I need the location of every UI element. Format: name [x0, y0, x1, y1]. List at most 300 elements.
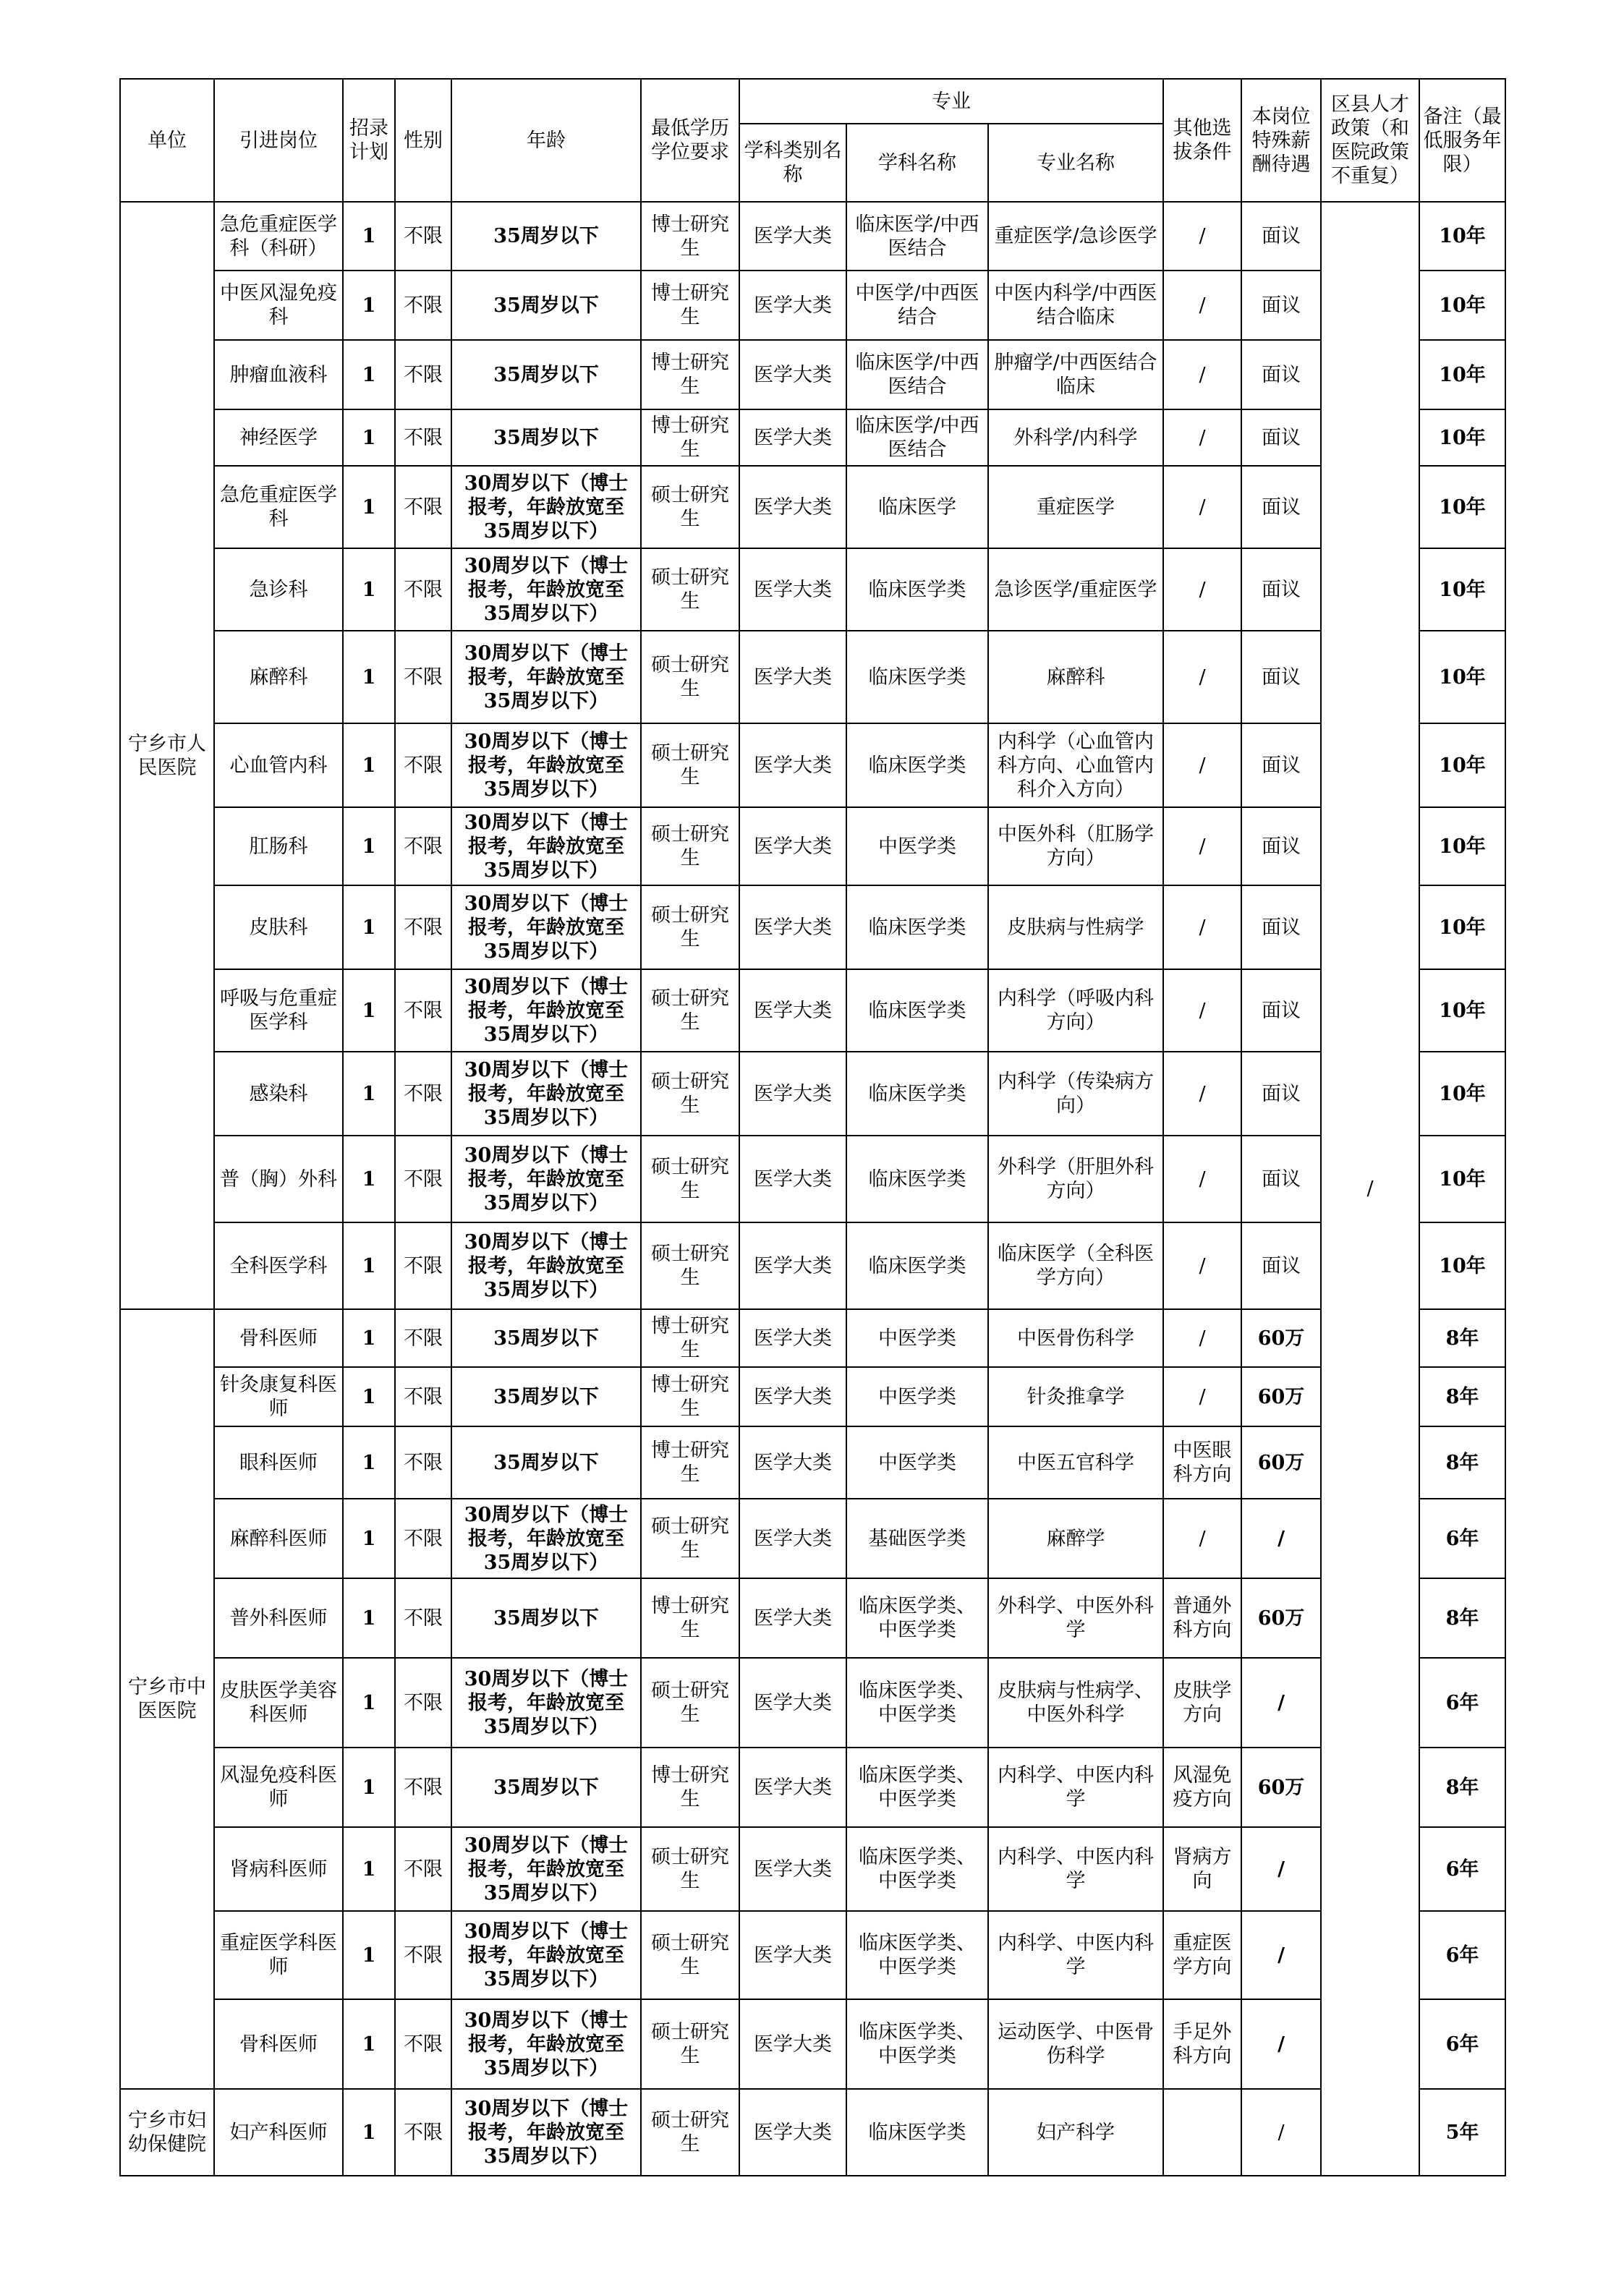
major-cell: 麻醉学	[988, 1499, 1163, 1578]
table-row	[120, 2089, 1505, 2176]
salary-cell: 面议	[1241, 202, 1321, 271]
salary-cell: 面议	[1241, 885, 1321, 969]
degree-cell: 硕士研究生	[641, 1136, 739, 1222]
major-cell: 急诊医学/重症医学	[988, 548, 1163, 631]
remark-cell: 6年	[1419, 1999, 1505, 2089]
age-cell: 30周岁以下（博士报考，年龄放宽至35周岁以下）	[451, 1827, 641, 1911]
other-cell: /	[1163, 1136, 1241, 1222]
subject-class-cell: 医学大类	[739, 807, 846, 885]
remark-cell: 10年	[1419, 723, 1505, 807]
subject-class-cell: 医学大类	[739, 1052, 846, 1136]
table-row	[120, 548, 1505, 631]
degree-cell: 硕士研究生	[641, 1827, 739, 1911]
plan-cell: 1	[343, 723, 395, 807]
recruitment-table	[119, 78, 1506, 2176]
other-cell: /	[1163, 466, 1241, 548]
other-cell: /	[1163, 631, 1241, 723]
age-cell: 35周岁以下	[451, 1426, 641, 1499]
gender-cell: 不限	[395, 1578, 451, 1658]
other-cell: /	[1163, 340, 1241, 409]
other-cell: /	[1163, 1052, 1241, 1136]
subject-class-cell: 医学大类	[739, 1136, 846, 1222]
table-row	[120, 1309, 1505, 1367]
salary-cell: 60万	[1241, 1426, 1321, 1499]
position-cell: 皮肤科	[214, 885, 343, 969]
subject-name-cell: 临床医学类、中医学类	[846, 1999, 988, 2089]
major-cell: 针灸推拿学	[988, 1367, 1163, 1426]
remark-cell: 10年	[1419, 202, 1505, 271]
age-cell: 30周岁以下（博士报考，年龄放宽至35周岁以下）	[451, 1222, 641, 1309]
plan-cell: 1	[343, 1499, 395, 1578]
other-cell: 风湿免疫方向	[1163, 1748, 1241, 1827]
header-subject-class: 学科类别名称	[739, 124, 846, 202]
subject-name-cell: 基础医学类	[846, 1499, 988, 1578]
remark-cell: 8年	[1419, 1367, 1505, 1426]
degree-cell: 博士研究生	[641, 1578, 739, 1658]
remark-cell: 10年	[1419, 271, 1505, 340]
gender-cell: 不限	[395, 1748, 451, 1827]
header-subject-name: 学科名称	[846, 124, 988, 202]
policy-cell: /	[1321, 202, 1419, 2176]
gender-cell: 不限	[395, 1499, 451, 1578]
plan-cell: 1	[343, 1658, 395, 1748]
salary-cell: 面议	[1241, 409, 1321, 466]
header-degree: 最低学历学位要求	[641, 79, 739, 202]
degree-cell: 博士研究生	[641, 202, 739, 271]
age-cell: 35周岁以下	[451, 1578, 641, 1658]
major-cell: 中医五官科学	[988, 1426, 1163, 1499]
gender-cell: 不限	[395, 1136, 451, 1222]
plan-cell: 1	[343, 202, 395, 271]
subject-name-cell: 临床医学类、中医学类	[846, 1578, 988, 1658]
position-cell: 呼吸与危重症医学科	[214, 969, 343, 1052]
subject-class-cell: 医学大类	[739, 1658, 846, 1748]
subject-name-cell: 临床医学类、中医学类	[846, 1658, 988, 1748]
plan-cell: 1	[343, 807, 395, 885]
subject-class-cell: 医学大类	[739, 1426, 846, 1499]
gender-cell: 不限	[395, 1658, 451, 1748]
salary-cell: 面议	[1241, 340, 1321, 409]
remark-cell: 10年	[1419, 466, 1505, 548]
subject-name-cell: 临床医学类	[846, 723, 988, 807]
age-cell: 35周岁以下	[451, 409, 641, 466]
position-cell: 普外科医师	[214, 1578, 343, 1658]
plan-cell: 1	[343, 271, 395, 340]
age-cell: 35周岁以下	[451, 202, 641, 271]
position-cell: 妇产科医师	[214, 2089, 343, 2176]
position-cell: 骨科医师	[214, 1309, 343, 1367]
gender-cell: 不限	[395, 1367, 451, 1426]
remark-cell: 10年	[1419, 548, 1505, 631]
subject-class-cell: 医学大类	[739, 969, 846, 1052]
plan-cell: 1	[343, 1222, 395, 1309]
subject-class-cell: 医学大类	[739, 409, 846, 466]
table-row	[120, 1136, 1505, 1222]
salary-cell: 面议	[1241, 631, 1321, 723]
position-cell: 风湿免疫科医师	[214, 1748, 343, 1827]
salary-cell: 面议	[1241, 271, 1321, 340]
major-cell: 妇产科学	[988, 2089, 1163, 2176]
header-gender: 性别	[395, 79, 451, 202]
degree-cell: 硕士研究生	[641, 1052, 739, 1136]
degree-cell: 硕士研究生	[641, 1658, 739, 1748]
major-cell: 临床医学（全科医学方向）	[988, 1222, 1163, 1309]
subject-name-cell: 临床医学类	[846, 1052, 988, 1136]
remark-cell: 10年	[1419, 340, 1505, 409]
unit-cell: 宁乡市妇幼保健院	[120, 2089, 214, 2176]
degree-cell: 硕士研究生	[641, 466, 739, 548]
other-cell: 普通外科方向	[1163, 1578, 1241, 1658]
degree-cell: 硕士研究生	[641, 1911, 739, 1999]
subject-class-cell: 医学大类	[739, 1748, 846, 1827]
header-major-name: 专业名称	[988, 124, 1163, 202]
salary-cell: 60万	[1241, 1748, 1321, 1827]
plan-cell: 1	[343, 1748, 395, 1827]
salary-cell: 面议	[1241, 807, 1321, 885]
gender-cell: 不限	[395, 1052, 451, 1136]
gender-cell: 不限	[395, 466, 451, 548]
header-position: 引进岗位	[214, 79, 343, 202]
age-cell: 30周岁以下（博士报考，年龄放宽至35周岁以下）	[451, 1658, 641, 1748]
remark-cell: 10年	[1419, 1222, 1505, 1309]
subject-name-cell: 临床医学类	[846, 548, 988, 631]
position-cell: 针灸康复科医师	[214, 1367, 343, 1426]
major-cell: 重症医学	[988, 466, 1163, 548]
major-cell: 外科学、中医外科学	[988, 1578, 1163, 1658]
gender-cell: 不限	[395, 1309, 451, 1367]
salary-cell: /	[1241, 2089, 1321, 2176]
remark-cell: 6年	[1419, 1827, 1505, 1911]
table-row	[120, 807, 1505, 885]
major-cell: 内科学、中医内科学	[988, 1748, 1163, 1827]
header-salary: 本岗位特殊薪酬待遇	[1241, 79, 1321, 202]
age-cell: 30周岁以下（博士报考，年龄放宽至35周岁以下）	[451, 1911, 641, 1999]
salary-cell: 面议	[1241, 466, 1321, 548]
other-cell: 手足外科方向	[1163, 1999, 1241, 2089]
subject-class-cell: 医学大类	[739, 1367, 846, 1426]
remark-cell: 10年	[1419, 1136, 1505, 1222]
gender-cell: 不限	[395, 723, 451, 807]
degree-cell: 硕士研究生	[641, 1999, 739, 2089]
position-cell: 肛肠科	[214, 807, 343, 885]
subject-class-cell: 医学大类	[739, 548, 846, 631]
remark-cell: 8年	[1419, 1426, 1505, 1499]
age-cell: 35周岁以下	[451, 271, 641, 340]
subject-class-cell: 医学大类	[739, 466, 846, 548]
salary-cell: 60万	[1241, 1309, 1321, 1367]
table-body	[120, 202, 1505, 2176]
major-cell: 皮肤病与性病学	[988, 885, 1163, 969]
degree-cell: 硕士研究生	[641, 2089, 739, 2176]
age-cell: 30周岁以下（博士报考，年龄放宽至35周岁以下）	[451, 466, 641, 548]
major-cell: 内科学、中医内科学	[988, 1827, 1163, 1911]
position-cell: 急诊科	[214, 548, 343, 631]
subject-class-cell: 医学大类	[739, 723, 846, 807]
table-row	[120, 1748, 1505, 1827]
degree-cell: 博士研究生	[641, 1748, 739, 1827]
table-row	[120, 202, 1505, 271]
salary-cell: /	[1241, 1658, 1321, 1748]
plan-cell: 1	[343, 1426, 395, 1499]
gender-cell: 不限	[395, 969, 451, 1052]
other-cell: /	[1163, 409, 1241, 466]
subject-name-cell: 临床医学类	[846, 2089, 988, 2176]
table-row	[120, 723, 1505, 807]
age-cell: 30周岁以下（博士报考，年龄放宽至35周岁以下）	[451, 885, 641, 969]
age-cell: 30周岁以下（博士报考，年龄放宽至35周岁以下）	[451, 1999, 641, 2089]
table-row	[120, 969, 1505, 1052]
remark-cell: 10年	[1419, 807, 1505, 885]
subject-name-cell: 中医学/中西医结合	[846, 271, 988, 340]
gender-cell: 不限	[395, 631, 451, 723]
table-row	[120, 1222, 1505, 1309]
remark-cell: 8年	[1419, 1748, 1505, 1827]
subject-name-cell: 临床医学/中西医结合	[846, 202, 988, 271]
major-cell: 重症医学/急诊医学	[988, 202, 1163, 271]
gender-cell: 不限	[395, 885, 451, 969]
remark-cell: 10年	[1419, 969, 1505, 1052]
other-cell: /	[1163, 271, 1241, 340]
unit-cell: 宁乡市中医医院	[120, 1309, 214, 2089]
table-row	[120, 1911, 1505, 1999]
gender-cell: 不限	[395, 548, 451, 631]
plan-cell: 1	[343, 1999, 395, 2089]
subject-class-cell: 医学大类	[739, 1222, 846, 1309]
table-row	[120, 409, 1505, 466]
other-cell: /	[1163, 202, 1241, 271]
subject-class-cell: 医学大类	[739, 1499, 846, 1578]
table-row	[120, 340, 1505, 409]
other-cell: /	[1163, 1367, 1241, 1426]
subject-name-cell: 中医学类	[846, 1426, 988, 1499]
salary-cell: 面议	[1241, 1052, 1321, 1136]
header-unit: 单位	[120, 79, 214, 202]
subject-name-cell: 临床医学类	[846, 1136, 988, 1222]
salary-cell: /	[1241, 1911, 1321, 1999]
salary-cell: /	[1241, 1499, 1321, 1578]
salary-cell: 面议	[1241, 548, 1321, 631]
plan-cell: 1	[343, 969, 395, 1052]
salary-cell: 面议	[1241, 723, 1321, 807]
age-cell: 30周岁以下（博士报考，年龄放宽至35周岁以下）	[451, 807, 641, 885]
degree-cell: 硕士研究生	[641, 969, 739, 1052]
age-cell: 30周岁以下（博士报考，年龄放宽至35周岁以下）	[451, 723, 641, 807]
subject-class-cell: 医学大类	[739, 631, 846, 723]
degree-cell: 硕士研究生	[641, 1222, 739, 1309]
subject-class-cell: 医学大类	[739, 202, 846, 271]
subject-name-cell: 临床医学/中西医结合	[846, 340, 988, 409]
gender-cell: 不限	[395, 1827, 451, 1911]
table-row	[120, 1367, 1505, 1426]
subject-name-cell: 临床医学类	[846, 969, 988, 1052]
subject-class-cell: 医学大类	[739, 1309, 846, 1367]
table-row	[120, 885, 1505, 969]
subject-class-cell: 医学大类	[739, 340, 846, 409]
gender-cell: 不限	[395, 1426, 451, 1499]
major-cell: 中医骨伤科学	[988, 1309, 1163, 1367]
age-cell: 35周岁以下	[451, 1748, 641, 1827]
major-cell: 内科学（呼吸内科方向）	[988, 969, 1163, 1052]
gender-cell: 不限	[395, 409, 451, 466]
major-cell: 皮肤病与性病学、中医外科学	[988, 1658, 1163, 1748]
plan-cell: 1	[343, 1827, 395, 1911]
header-remark: 备注（最低服务年限）	[1419, 79, 1505, 202]
subject-name-cell: 临床医学类	[846, 1222, 988, 1309]
plan-cell: 1	[343, 409, 395, 466]
subject-class-cell: 医学大类	[739, 885, 846, 969]
other-cell: /	[1163, 1499, 1241, 1578]
remark-cell: 6年	[1419, 1499, 1505, 1578]
subject-name-cell: 中医学类	[846, 1309, 988, 1367]
degree-cell: 硕士研究生	[641, 1499, 739, 1578]
subject-class-cell: 医学大类	[739, 1578, 846, 1658]
position-cell: 神经医学	[214, 409, 343, 466]
gender-cell: 不限	[395, 1999, 451, 2089]
table-row	[120, 1827, 1505, 1911]
degree-cell: 博士研究生	[641, 271, 739, 340]
gender-cell: 不限	[395, 1222, 451, 1309]
remark-cell: 10年	[1419, 409, 1505, 466]
degree-cell: 硕士研究生	[641, 631, 739, 723]
gender-cell: 不限	[395, 340, 451, 409]
gender-cell: 不限	[395, 807, 451, 885]
header-other: 其他选拔条件	[1163, 79, 1241, 202]
plan-cell: 1	[343, 548, 395, 631]
position-cell: 中医风湿免疫科	[214, 271, 343, 340]
age-cell: 30周岁以下（博士报考，年龄放宽至35周岁以下）	[451, 969, 641, 1052]
plan-cell: 1	[343, 1367, 395, 1426]
other-cell: /	[1163, 548, 1241, 631]
degree-cell: 硕士研究生	[641, 807, 739, 885]
plan-cell: 1	[343, 1309, 395, 1367]
plan-cell: 1	[343, 1911, 395, 1999]
remark-cell: 10年	[1419, 885, 1505, 969]
table-row	[120, 631, 1505, 723]
age-cell: 30周岁以下（博士报考，年龄放宽至35周岁以下）	[451, 1052, 641, 1136]
remark-cell: 5年	[1419, 2089, 1505, 2176]
degree-cell: 硕士研究生	[641, 548, 739, 631]
position-cell: 心血管内科	[214, 723, 343, 807]
other-cell: 重症医学方向	[1163, 1911, 1241, 1999]
header-policy: 区县人才政策（和医院政策不重复）	[1321, 79, 1419, 202]
age-cell: 30周岁以下（博士报考，年龄放宽至35周岁以下）	[451, 631, 641, 723]
table-row	[120, 1052, 1505, 1136]
subject-name-cell: 临床医学类	[846, 631, 988, 723]
plan-cell: 1	[343, 466, 395, 548]
position-cell: 眼科医师	[214, 1426, 343, 1499]
table-row	[120, 1426, 1505, 1499]
subject-name-cell: 临床医学类、中医学类	[846, 1827, 988, 1911]
other-cell: /	[1163, 1222, 1241, 1309]
table-row	[120, 466, 1505, 548]
other-cell: /	[1163, 885, 1241, 969]
subject-name-cell: 临床医学类、中医学类	[846, 1748, 988, 1827]
plan-cell: 1	[343, 885, 395, 969]
plan-cell: 1	[343, 1578, 395, 1658]
major-cell: 内科学（传染病方向）	[988, 1052, 1163, 1136]
degree-cell: 硕士研究生	[641, 885, 739, 969]
remark-cell: 10年	[1419, 1052, 1505, 1136]
age-cell: 35周岁以下	[451, 340, 641, 409]
major-cell: 肿瘤学/中西医结合临床	[988, 340, 1163, 409]
degree-cell: 硕士研究生	[641, 723, 739, 807]
position-cell: 肾病科医师	[214, 1827, 343, 1911]
salary-cell: 面议	[1241, 1222, 1321, 1309]
subject-class-cell: 医学大类	[739, 2089, 846, 2176]
position-cell: 麻醉科医师	[214, 1499, 343, 1578]
other-cell: /	[1163, 723, 1241, 807]
major-cell: 外科学/内科学	[988, 409, 1163, 466]
major-cell: 运动医学、中医骨伤科学	[988, 1999, 1163, 2089]
salary-cell: /	[1241, 1827, 1321, 1911]
position-cell: 重症医学科医师	[214, 1911, 343, 1999]
major-cell: 麻醉科	[988, 631, 1163, 723]
degree-cell: 博士研究生	[641, 1367, 739, 1426]
other-cell: 皮肤学方向	[1163, 1658, 1241, 1748]
other-cell: 肾病方向	[1163, 1827, 1241, 1911]
other-cell: /	[1163, 807, 1241, 885]
header-age: 年龄	[451, 79, 641, 202]
remark-cell: 8年	[1419, 1578, 1505, 1658]
gender-cell: 不限	[395, 202, 451, 271]
position-cell: 皮肤医学美容科医师	[214, 1658, 343, 1748]
position-cell: 骨科医师	[214, 1999, 343, 2089]
other-cell: /	[1163, 1309, 1241, 1367]
age-cell: 30周岁以下（博士报考，年龄放宽至35周岁以下）	[451, 1136, 641, 1222]
position-cell: 急危重症医学科	[214, 466, 343, 548]
age-cell: 30周岁以下（博士报考，年龄放宽至35周岁以下）	[451, 1499, 641, 1578]
remark-cell: 6年	[1419, 1658, 1505, 1748]
table-row	[120, 1578, 1505, 1658]
remark-cell: 6年	[1419, 1911, 1505, 1999]
subject-class-cell: 医学大类	[739, 1911, 846, 1999]
major-cell: 内科学、中医内科学	[988, 1911, 1163, 1999]
plan-cell: 1	[343, 2089, 395, 2176]
major-cell: 内科学（心血管内科方向、心血管内科介入方向）	[988, 723, 1163, 807]
major-cell: 中医内科学/中西医结合临床	[988, 271, 1163, 340]
degree-cell: 博士研究生	[641, 409, 739, 466]
major-cell: 中医外科（肛肠学方向）	[988, 807, 1163, 885]
age-cell: 30周岁以下（博士报考，年龄放宽至35周岁以下）	[451, 548, 641, 631]
position-cell: 急危重症医学科（科研）	[214, 202, 343, 271]
position-cell: 普（胸）外科	[214, 1136, 343, 1222]
plan-cell: 1	[343, 1052, 395, 1136]
table-row	[120, 1499, 1505, 1578]
salary-cell: 60万	[1241, 1578, 1321, 1658]
salary-cell: 面议	[1241, 1136, 1321, 1222]
header-major-group: 专业	[739, 79, 1163, 124]
gender-cell: 不限	[395, 1911, 451, 1999]
remark-cell: 10年	[1419, 631, 1505, 723]
degree-cell: 博士研究生	[641, 1309, 739, 1367]
age-cell: 35周岁以下	[451, 1309, 641, 1367]
salary-cell: 面议	[1241, 969, 1321, 1052]
remark-cell: 8年	[1419, 1309, 1505, 1367]
position-cell: 麻醉科	[214, 631, 343, 723]
gender-cell: 不限	[395, 2089, 451, 2176]
position-cell: 肿瘤血液科	[214, 340, 343, 409]
salary-cell: 60万	[1241, 1367, 1321, 1426]
other-cell: /	[1163, 969, 1241, 1052]
subject-name-cell: 临床医学/中西医结合	[846, 409, 988, 466]
other-cell	[1163, 2089, 1241, 2176]
header-plan: 招录计划	[343, 79, 395, 202]
age-cell: 35周岁以下	[451, 1367, 641, 1426]
gender-cell: 不限	[395, 271, 451, 340]
unit-cell: 宁乡市人民医院	[120, 202, 214, 1309]
degree-cell: 博士研究生	[641, 340, 739, 409]
subject-name-cell: 中医学类	[846, 807, 988, 885]
